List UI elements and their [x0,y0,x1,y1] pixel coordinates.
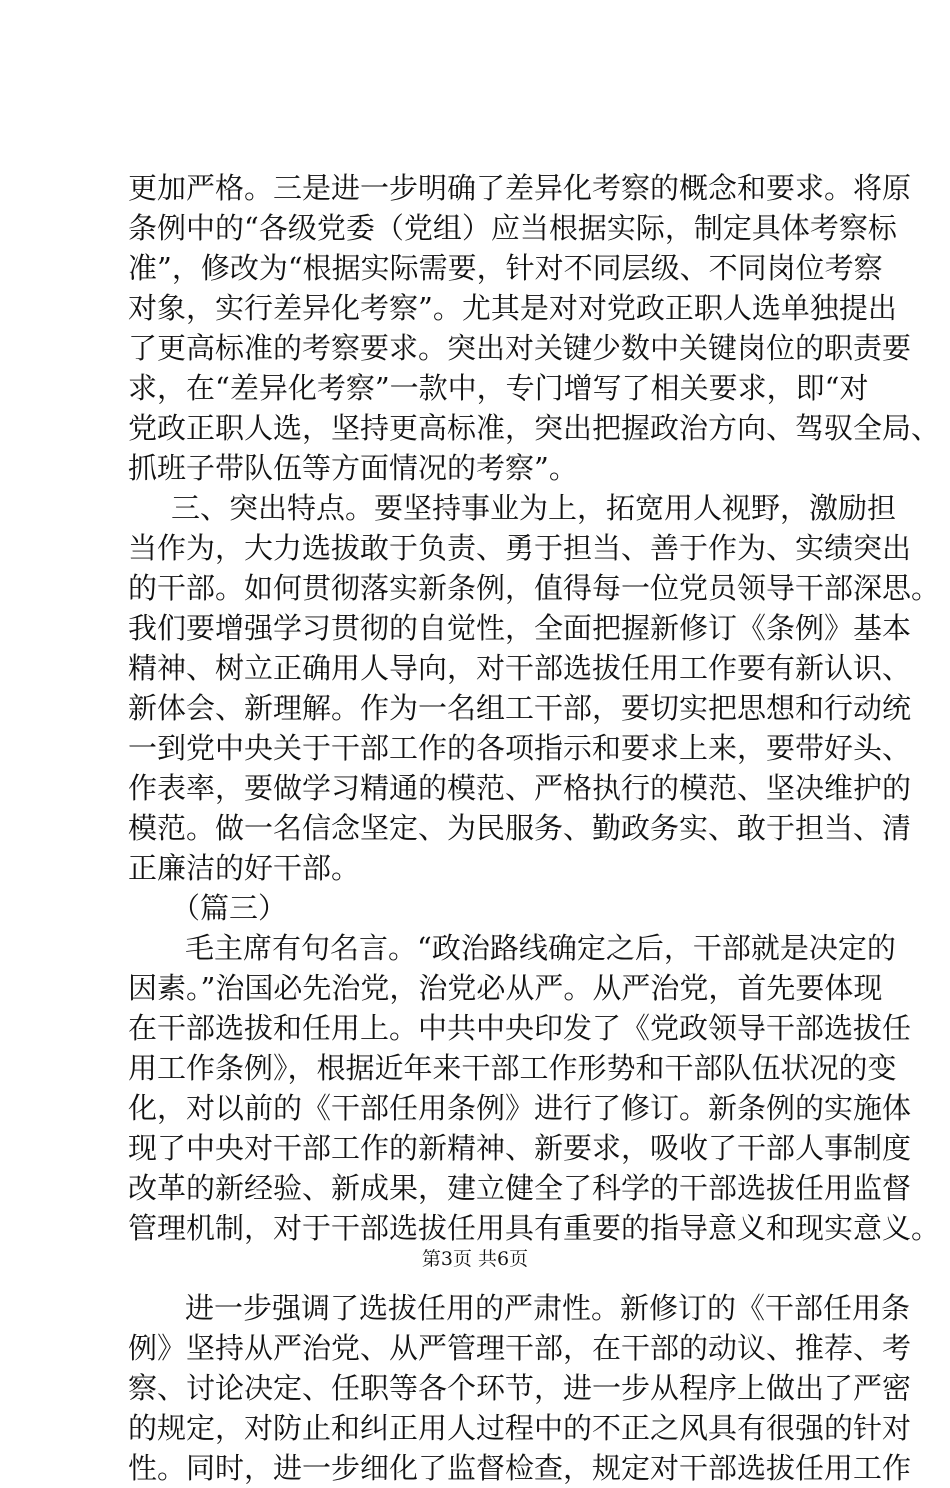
text-line: 正廉洁的好干部。 [128,851,361,885]
text-line: 一到党中央关于干部工作的各项指示和要求上来，要带好头、 [128,731,912,765]
text-line: 在干部选拔和任用上。中共中央印发了《党政领导干部选拔任 [128,1011,912,1045]
section-heading-line: 三、突出特点。要坚持事业为上，拓宽用人视野，激励担 [171,491,897,525]
text-line: 抓班子带队伍等方面情况的考察”。 [128,451,578,485]
text-line: 改革的新经验、新成果，建立健全了科学的干部选拔任用监督 [128,1171,912,1205]
text-line: 性。同时，进一步细化了监督检查，规定对干部选拔任用工作 [128,1451,912,1485]
text-line: 的规定，对防止和纠正用人过程中的不正之风具有很强的针对 [128,1411,912,1445]
text-line: 的干部。如何贯彻落实新条例，值得每一位党员领导干部深思。 [128,571,941,605]
text-line: 更加严格。三是进一步明确了差异化考察的概念和要求。将原 [128,171,912,205]
text-line: 模范。做一名信念坚定、为民服务、勤政务实、敢于担当、清 [128,811,912,845]
text-line: 例》坚持从严治党、从严管理干部，在干部的动议、推荐、考 [128,1331,912,1365]
paragraph-start-line: 毛主席有句名言。“政治路线确定之后，干部就是决定的 [185,931,896,965]
text-line: 用工作条例》，根据近年来干部工作形势和干部队伍状况的变 [128,1051,897,1085]
section-title: （篇三） [171,891,288,925]
text-line: 作表率，要做学习精通的模范、严格执行的模范、坚决维护的 [128,771,912,805]
text-line: 我们要增强学习贯彻的自觉性，全面把握新修订《条例》基本 [128,611,912,645]
text-line: 化，对以前的《干部任用条例》进行了修订。新条例的实施体 [128,1091,912,1125]
text-line: 准”，修改为“根据实际需要，针对不同层级、不同岗位考察 [128,251,883,285]
text-line: 精神、树立正确用人导向，对干部选拔任用工作要有新认识、 [128,651,912,685]
text-line: 了更高标准的考察要求。突出对关键少数中关键岗位的职责要 [128,331,912,365]
text-line: 因素。”治国必先治党，治党必从严。从严治党，首先要体现 [128,971,883,1005]
body-text [128,168,941,1488]
page-number-footer: 第3页 共6页 [421,1248,529,1270]
text-line: 新体会、新理解。作为一名组工干部，要切实把思想和行动统 [128,691,912,725]
text-line: 现了中央对干部工作的新精神、新要求，吸收了干部人事制度 [128,1131,912,1165]
text-line: 求，在“差异化考察”一款中，专门增写了相关要求，即“对 [128,371,869,405]
text-line: 管理机制，对于干部选拔任用具有重要的指导意义和现实意义。 [128,1211,941,1245]
text-line: 党政正职人选，坚持更高标准，突出把握政治方向、驾驭全局、 [128,411,941,445]
text-line: 当作为，大力选拔敢于负责、勇于担当、善于作为、实绩突出 [128,531,912,565]
paragraph-start-line: 进一步强调了选拔任用的严肃性。新修订的《干部任用条 [185,1291,911,1325]
text-line: 对象，实行差异化考察”。尤其是对对党政正职人选单独提出 [128,291,897,325]
text-line: 察、讨论决定、任职等各个环节，进一步从程序上做出了严密 [128,1371,912,1405]
text-line: 条例中的“各级党委（党组）应当根据实际，制定具体考察标 [128,211,897,245]
